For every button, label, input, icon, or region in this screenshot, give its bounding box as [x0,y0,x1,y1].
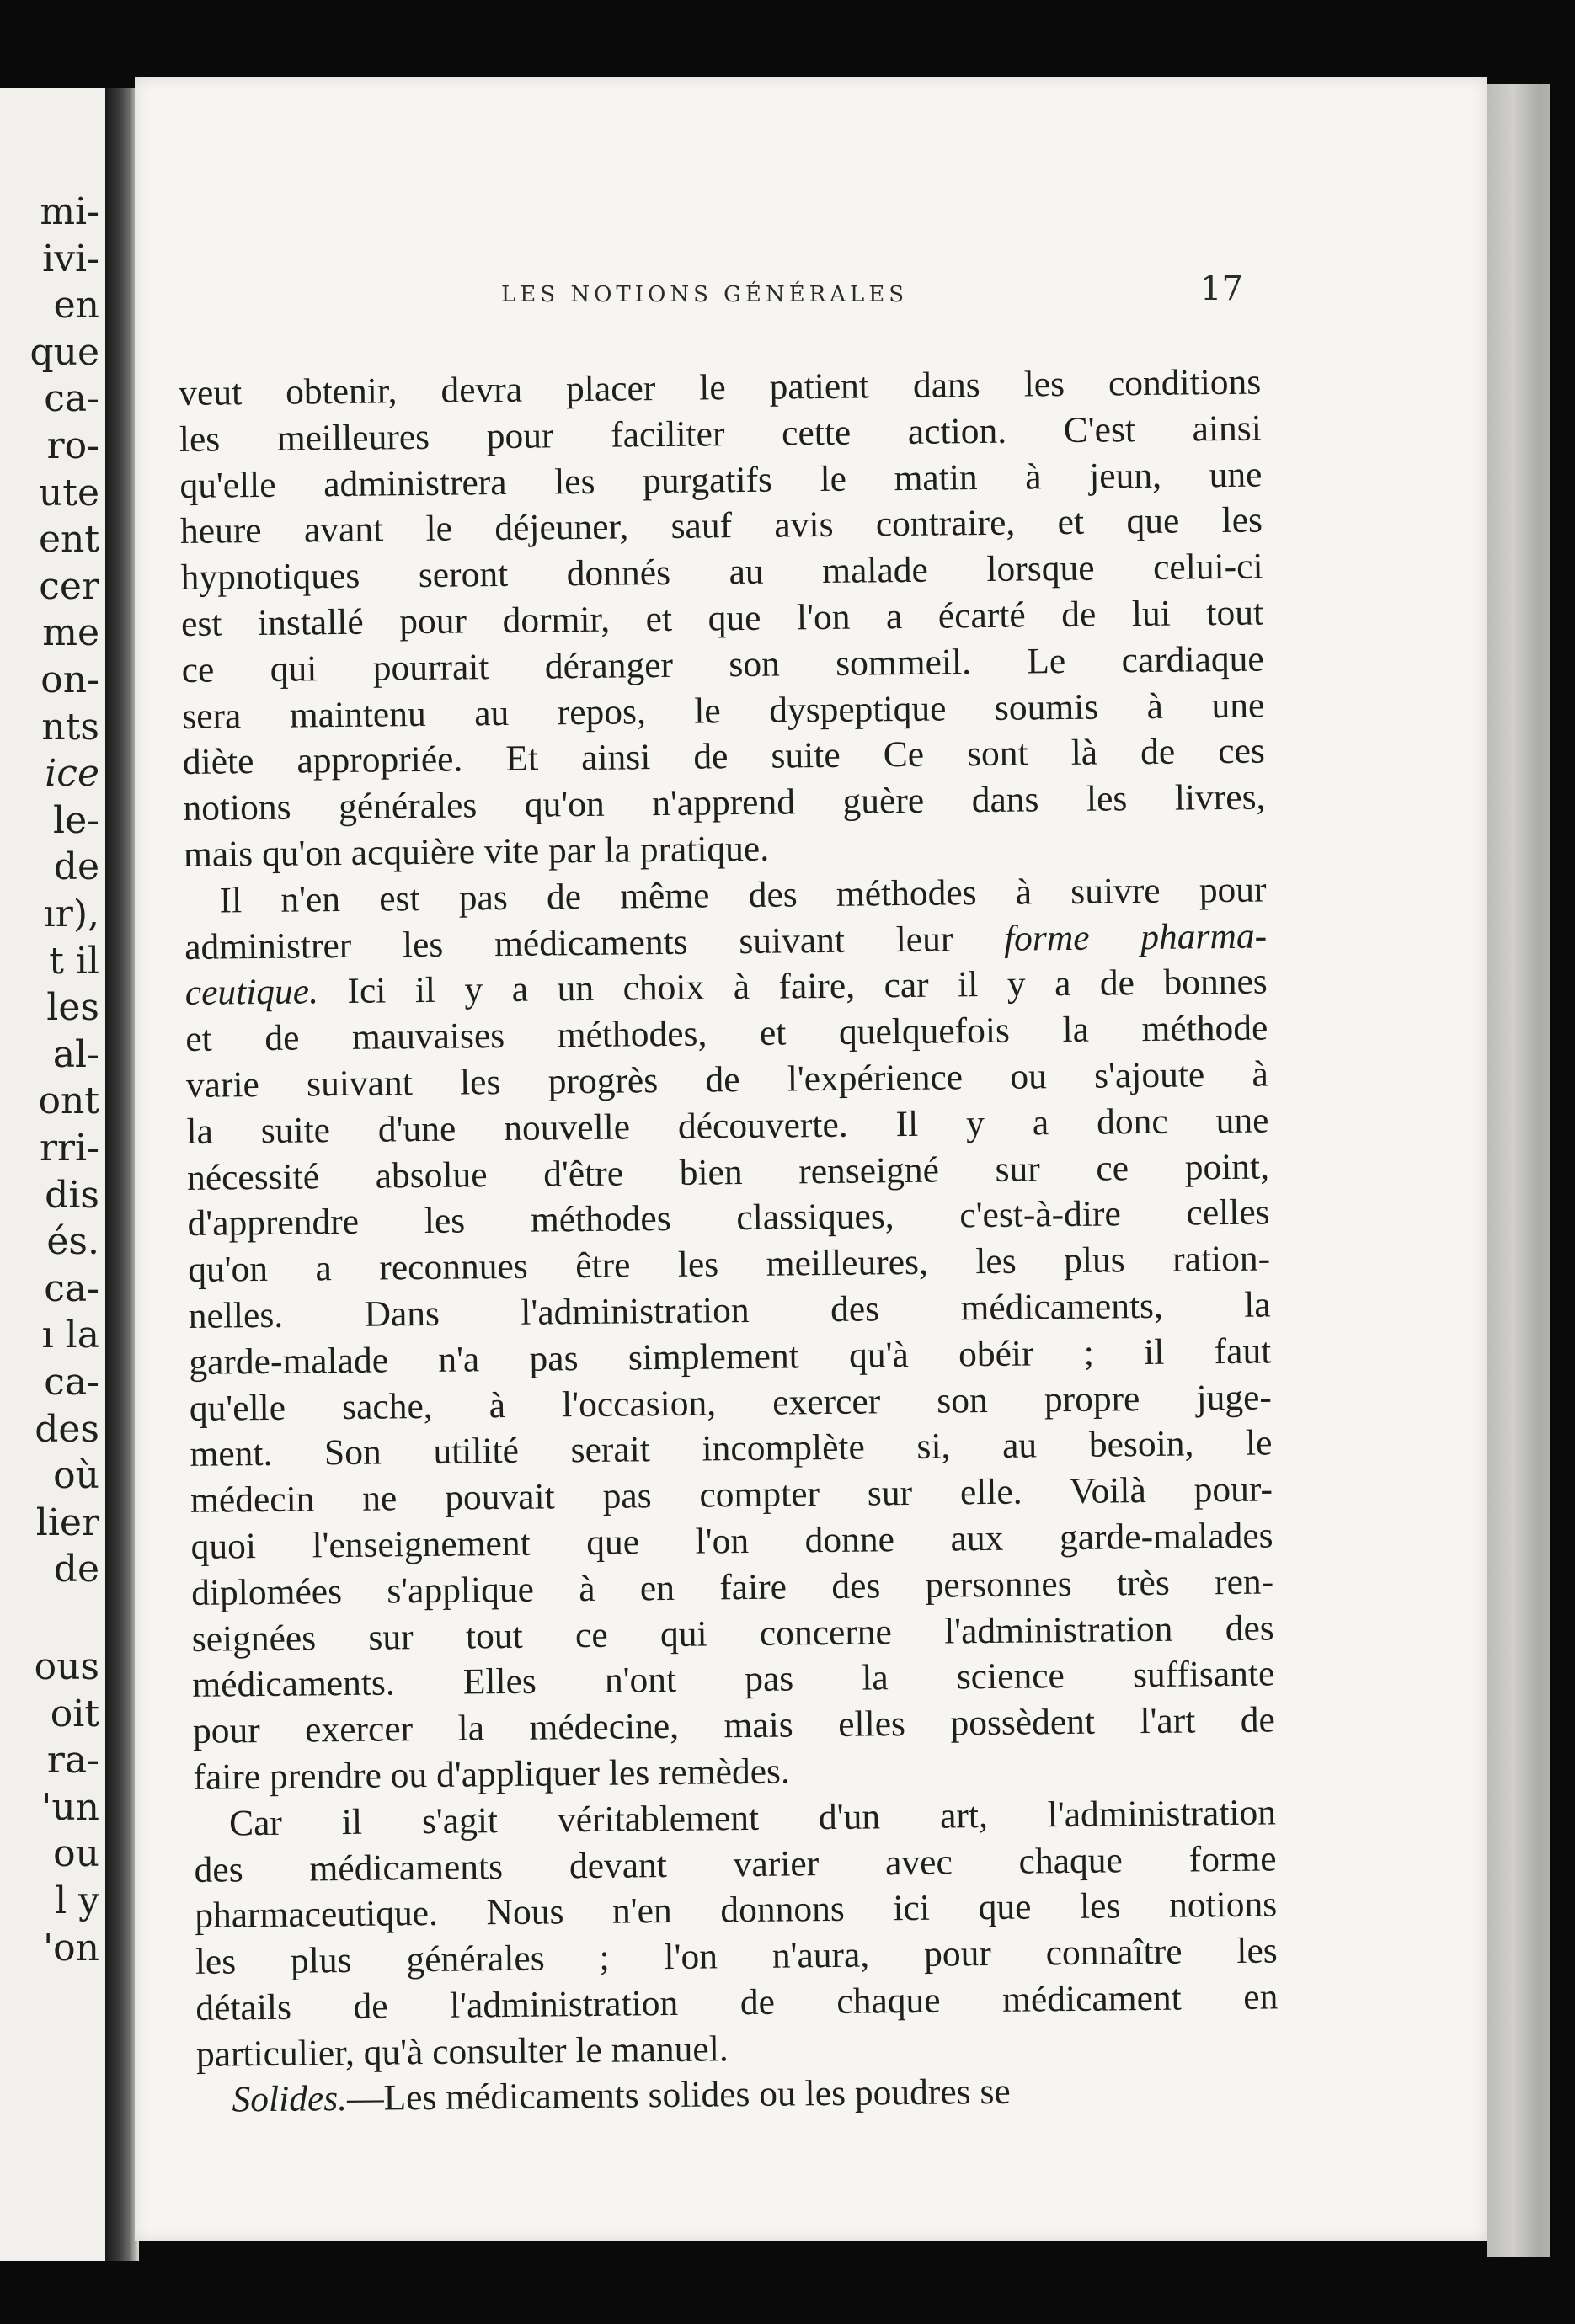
text-line: médecin ne pouvait pas compter sur elle. Voilà pour- [190,1468,1273,1522]
left-page-fragment: où [53,1454,99,1498]
text-line: d'apprendre les méthodes classiques, c'est-à-dire celles [187,1191,1270,1245]
italic-term: forme pharma- [1003,915,1268,959]
left-page-fragment: dis [45,1173,99,1217]
text-line: sera maintenu au repos, le dyspeptique soumis à une [182,685,1265,737]
text-line: des médicaments devant varier avec chaque forme [194,1837,1277,1890]
left-page-fragment: que [29,330,99,374]
page-number: 17 [1200,269,1243,308]
left-page-fragment: ou [53,1832,99,1876]
text-line: faire prendre ou d'appliquer les remèdes. [193,1751,791,1798]
text-run: —Les médicaments solides ou les poudres se [346,2071,1011,2119]
section-heading: Solides. [232,2078,348,2120]
left-page-fragment: ro- [46,424,99,467]
text-line: qu'elle administrera les purgatifs le matin à jeun, une [179,454,1263,506]
text-line: détails de l'administration de chaque médicament en [195,1976,1279,2028]
left-page-fragment: ca- [44,1266,99,1310]
text-line: notions générales qu'on n'apprend guère dans les livres, [183,776,1266,829]
left-page-fragment: lier [35,1500,99,1544]
left-page-fragment: ute [38,471,99,514]
paragraph-2 [184,866,1275,1800]
text-line: ce qui pourrait déranger son sommeil. Le cardiaque [181,638,1264,690]
text-line: quoi l'enseignement que l'on donne aux garde-malades [190,1515,1273,1567]
text-line: ment. Son utilité serait incomplète si, au besoin, le [190,1422,1273,1475]
left-page-fragment: ont [38,1079,99,1123]
previous-page-edge [0,88,109,2261]
left-page-fragment: des [35,1407,99,1451]
text-line: hypnotiques seront donnés au malade lorsque celui-ci [180,546,1263,599]
text-line: garde-malade n'a pas simplement qu'à obéir ; il faut [189,1330,1272,1383]
running-head: LES NOTIONS GÉNÉRALES [501,282,909,307]
left-page-fragment: ır), [43,893,99,935]
text-line: heure avant le déjeuner, sauf avis contraire, et que les [179,499,1263,552]
text-line: Il n'en est pas de même des méthodes à suivre pour [219,869,1267,921]
left-page-fragment: és. [46,1220,99,1264]
text-line: et de mauvaises méthodes, et quelquefois la méthode [185,1007,1268,1060]
text-line: pour exercer la médecine, mais elles possèdent l'art de [192,1699,1276,1752]
text-line: nécessité absolue d'être bien renseigné sur ce point, [186,1146,1270,1198]
left-page-fragment: l y [55,1879,99,1922]
text-line: particulier, qu'à consulter le manuel. [195,2028,729,2075]
text-line: pharmaceutique. Nous n'en donnons ici que les notions [194,1884,1278,1937]
paragraph-3 [194,1789,1279,2077]
left-page-fragment: de [53,1548,99,1591]
text-line: diète appropriée. Et ainsi de suite Ce sont là de ces [182,730,1266,783]
text-run: administrer les médicaments suivant leur [184,918,1005,967]
italic-term: ceutique. [184,971,319,1014]
left-page-fragment: mi- [40,190,99,233]
left-page-fragment: nts [41,705,99,749]
text-line: mais qu'on acquière vite par la pratique. [183,828,770,875]
left-page-fragment: les [46,986,99,1030]
left-page-fragment: ice [45,752,99,796]
left-page-fragment: cer [39,564,99,608]
left-page-fragment: me [42,611,99,655]
left-page-fragment: ca- [44,377,99,421]
left-page-fragment: ra- [46,1739,99,1783]
text-line: la suite d'une nouvelle découverte. Il y a donc une [186,1100,1269,1152]
text-line: nelles. Dans l'administration des médicaments, la [188,1284,1271,1336]
book-gutter [105,88,139,2261]
text-line: les meilleures pour faciliter cette action. C'est ainsi [179,408,1263,460]
scan-border [1550,0,1575,2324]
text-line: diplomées s'applique à en faire des personnes très ren- [190,1561,1274,1613]
left-page-fragment: rri- [39,1127,99,1170]
text-line: qu'on a reconnues être les meilleures, les plus ration- [187,1238,1271,1291]
text-line: qu'elle sache, à l'occasion, exercer son propre juge- [189,1377,1273,1429]
text-line: Car il s'agit véritablement d'un art, l'administration [228,1792,1277,1844]
left-page-fragment: de [53,845,99,889]
left-page-fragment: en [53,284,99,328]
text-line: seignées sur tout ce qui concerne l'administration des [191,1607,1274,1660]
left-page-fragment: oit [50,1692,99,1735]
left-page-fragment: al- [52,1032,99,1076]
left-page-fragment: t il [49,939,99,983]
body-text [179,360,1279,2124]
left-page-fragment: le- [53,798,99,842]
left-page-fragment: ı la [41,1314,99,1357]
text-line: médicaments. Elles n'ont pas la science suffisante [192,1653,1275,1706]
left-page-fragment: ivi- [42,237,99,280]
text-run: Ici il y a un choix à faire, car il y a de bonnes [318,961,1268,1012]
left-page-fragment: ent [38,518,99,562]
paragraph-1 [179,360,1266,878]
left-page-fragment: ous [34,1645,99,1688]
left-page-fragment: ca- [44,1361,99,1404]
paragraph-2-rest [185,1005,1276,1801]
left-page-fragment: 'un [41,1785,99,1829]
left-page-fragment: 'on [43,1926,99,1970]
text-line: varie suivant les progrès de l'expérience ou s'ajoute à [185,1053,1269,1106]
text-line: veut obtenir, devra placer le patient dans les conditions [179,361,1262,413]
text-line: est installé pour dormir, et que l'on a écarté de lui tout [180,592,1264,644]
text-line: les plus générales ; l'on n'aura, pour connaître les [195,1930,1278,1982]
left-page-fragment: on- [40,658,99,701]
